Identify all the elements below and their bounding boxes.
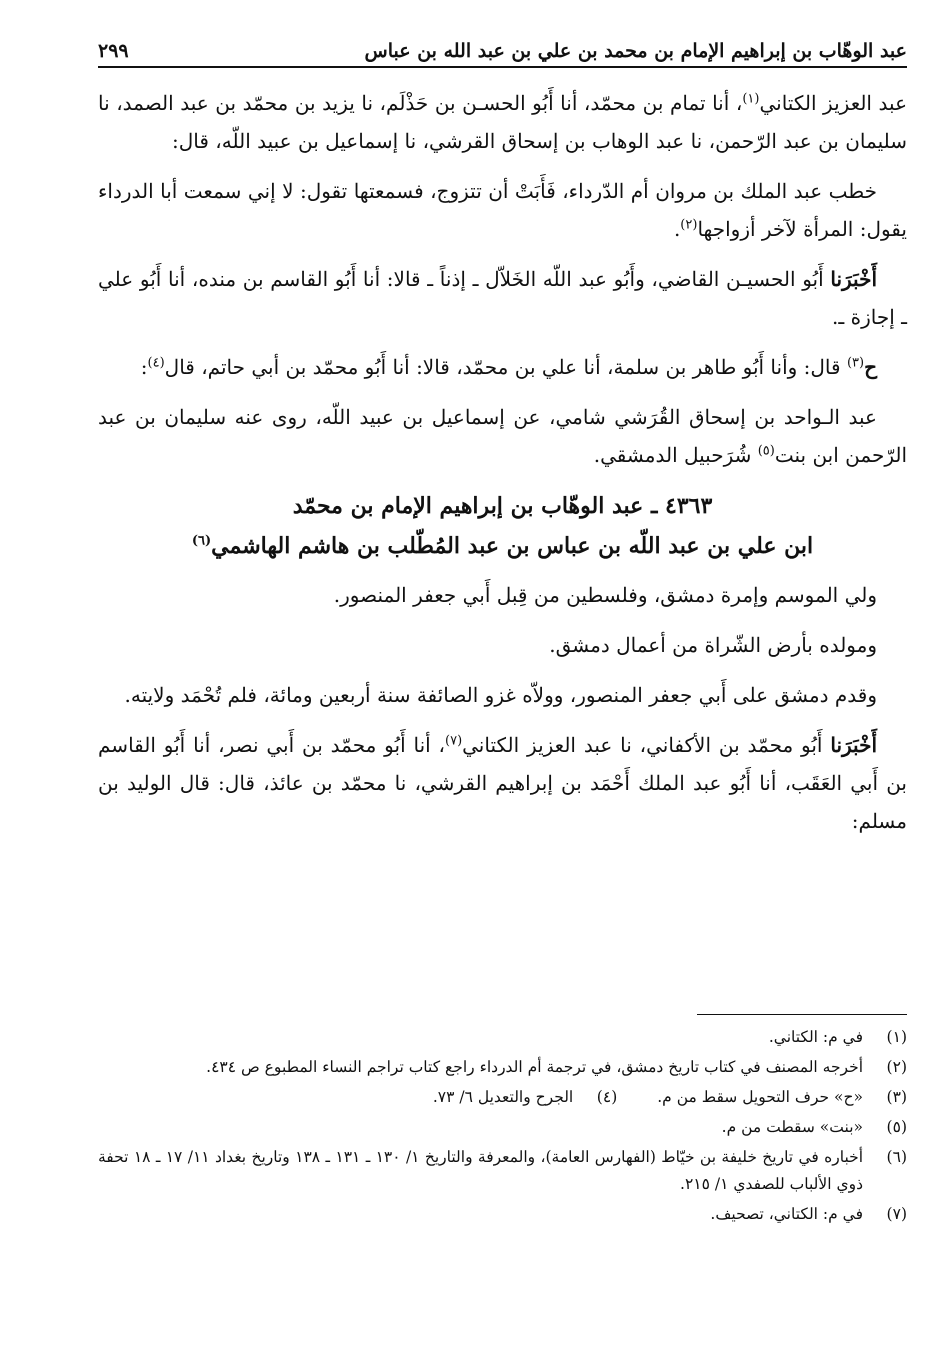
isnad-lead: أَخْبَرَنا xyxy=(830,267,877,291)
entry-heading xyxy=(98,486,907,566)
paragraph-1: عبد العزيز الكتاني$^{(١)}$، أنا تمام بن محمّد، أنا أَبُو الحسـن بن حَذْلَم، نا يزيد بن محمّد بن عبد الصمد، نا سليمان بن عبد الرّحمن، نا عبد الوهاب بن إسحاق القرشي، نا إسماعيل بن عبيد اللّه، قال: xyxy=(98,91,907,153)
footnote-ref: (٦) xyxy=(191,533,212,549)
paragraph-7: ومولده بأرض الشّراة من أعمال دمشق. xyxy=(549,633,877,657)
footnote-ref: (٥) xyxy=(757,443,775,459)
paragraph-8: وقدم دمشق على أَبي جعفر المنصور، وولاّه غزو الصائفة سنة أربعين ومائة، فلم تُحْمَد ولايته. xyxy=(124,683,877,707)
footnote-2: (٢) أخرجه المصنف في كتاب تاريخ دمشق، في ترجمة أم الدرداء راجع كتاب تراجم النساء المطبوع ص ٤٣٤. xyxy=(206,1058,907,1076)
footnote-3-4 xyxy=(98,1084,907,1111)
running-title: عبد الوهّاب بن إبراهيم الإمام بن محمد بن علي بن عبد الله بن عباس xyxy=(364,40,907,62)
footnote-ref: (٤) xyxy=(147,355,165,371)
footnote-separator xyxy=(697,1014,907,1015)
paragraph-5: عبد الـواحد بن إسحاق القُرَشي شامي، عن إسماعيل بن عبيد اللّه، روى عنه سليمان بن عبد الرّحمن ابن بنت$^{(٥)}$ شُرَحبيل الدمشقي. xyxy=(98,405,907,467)
main-text xyxy=(98,84,907,852)
footnote-4: (٤) الجرح والتعديل ٦/ ٧٣. xyxy=(432,1088,618,1106)
paragraph-9: أَخْبَرَنا أَبُو محمّد بن الأكفاني، نا عبد العزيز الكتاني$^{(٧)}$، أنا أَبُو محمّد بن أَبي نصر، أنا أَبُو القاسم بن أَبي العَقَب، أنا أَبُو عبد الملك أَحْمَد بن إبراهيم القرشي، نا محمّد بن عائذ، قال: قال الوليد بن مسلم: xyxy=(98,733,907,833)
paragraph-4: ح$^{(٣)}$ قال: وأنا أَبُو طاهر بن سلمة، أنا علي بن محمّد، قالا: أنا أَبُو محمّد بن أبي حاتم، قال$^{(٤)}$: xyxy=(140,355,877,379)
footnotes xyxy=(98,1024,907,1231)
isnad-lead: أَخْبَرَنا xyxy=(830,733,877,757)
footnote-ref: (٢) xyxy=(680,217,698,233)
footnote-3: (٣) «ح» حرف التحويل سقط من م. xyxy=(657,1088,907,1106)
footnote-ref: (٣) xyxy=(846,355,865,371)
footnote-6: (٦) أخباره في تاريخ خليفة بن خيّاط (الفهارس العامة)، والمعرفة والتاريخ ١/ ١٣٠ ـ ١٣١ ـ ١٣٨ وتاريخ بغداد ١١/ ١٧ ـ ١٨ تحفة ذوي الألباب للصفدي ١/ ٢١٥. xyxy=(98,1148,907,1193)
footnote-ref: (٧) xyxy=(445,733,463,749)
footnote-7: (٧) في م: الكتاني، تصحيف. xyxy=(710,1205,907,1223)
page-header xyxy=(98,28,907,68)
entry-heading-line-1: ٤٣٦٣ ـ عبد الوهّاب بن إبراهيم الإمام بن محمّد xyxy=(292,493,713,519)
paragraph-6: ولي الموسم وإمرة دمشق، وفلسطين من قِبل أَبي جعفر المنصور. xyxy=(333,583,877,607)
footnote-ref: (١) xyxy=(742,91,760,107)
footnote-1: (١) في م: الكتاني. xyxy=(768,1028,907,1046)
page-number: ٢٩٩ xyxy=(98,40,129,62)
paragraph-3: أَخْبَرَنا أَبُو الحسيـن القاضي، وأَبُو عبد اللّه الخَلاّل ـ إذناً ـ قالا: أنا أَبُو القاسم بن منده، أنا أَبُو علي ـ إجازة ـ. xyxy=(98,267,907,329)
paragraph-2: خطب عبد الملك بن مروان أم الدّرداء، فَأَبَتْ أن تتزوج، فسمعتها تقول: لا إني سمعت أبا الدرداء يقول: المرأة لآخر أزواجها$^{(٢)}$. xyxy=(98,179,907,241)
footnote-5: (٥) «بنت» سقطت من م. xyxy=(721,1118,907,1136)
tahwil-mark: ح xyxy=(864,355,877,379)
entry-heading-line-2: ابن علي بن عبد اللّه بن عباس بن عبد المُطّلب بن هاشم الهاشمي$^{(٦)}$ xyxy=(191,533,814,559)
